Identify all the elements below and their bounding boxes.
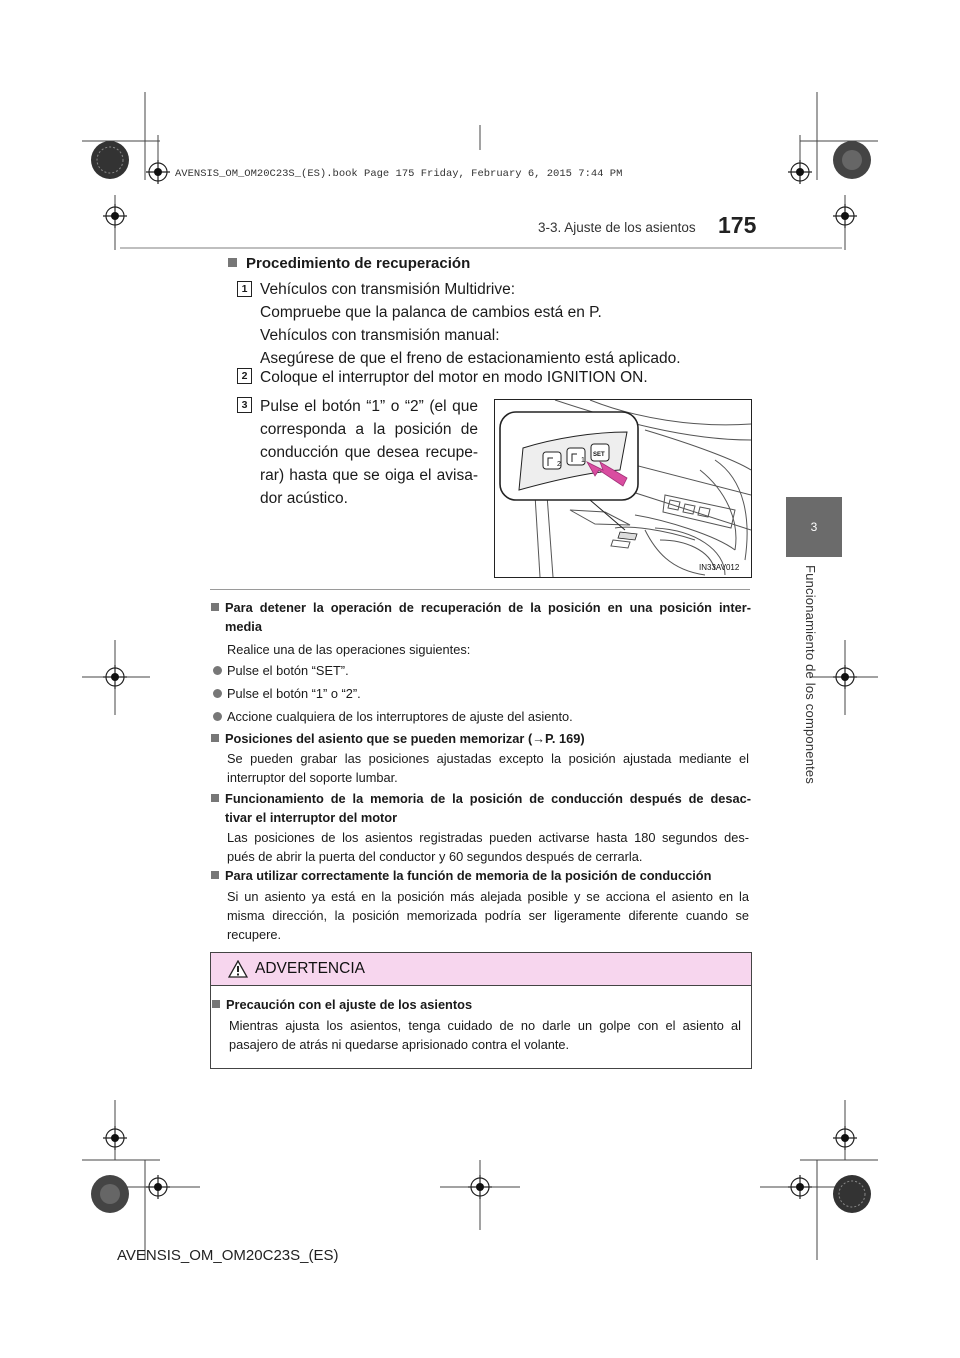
square-bullet-icon	[212, 1000, 220, 1008]
memory-switch-illustration	[494, 399, 752, 578]
warning-body: Mientras ajusta los asientos, tenga cuidado de no darle un golpe con el asiento al pasajero de atrás ni quedarse aprisionado contra el volante.	[229, 1018, 741, 1052]
warning-triangle-icon	[228, 960, 248, 978]
chapter-tab[interactable]: 3	[786, 497, 842, 557]
round-bullet-icon	[213, 712, 222, 721]
section-title: 3-3. Ajuste de los asientos	[538, 220, 696, 235]
step-number: 3	[237, 397, 252, 413]
step-number: 2	[237, 368, 252, 384]
memory-button-2-label: 2	[557, 461, 561, 468]
note-heading-memorizable-positions: Posiciones del asiento que se pueden memorizar (→P. 169)	[211, 729, 751, 748]
square-bullet-icon	[228, 258, 237, 267]
square-bullet-icon	[211, 871, 219, 879]
step-3-text: Pulse el botón “1” o “2” (el que corresponda a la posición de conducción que desea recupe- rar) hasta que se oiga el avisa- dor acústico.	[260, 398, 478, 507]
note-body: Realice una de las operaciones siguientes:	[227, 642, 471, 657]
memory-button-1-label: 1	[581, 457, 585, 464]
document-code: AVENSIS_OM_OM20C23S_(ES)	[117, 1247, 339, 1264]
book-stamp: AVENSIS_OM_OM20C23S_(ES).book Page 175 Friday, February 6, 2015 7:44 PM	[175, 168, 623, 180]
list-item: Pulse el botón “1” o “2”.	[213, 684, 361, 703]
section-divider	[210, 589, 750, 590]
set-button-label: SET	[593, 452, 605, 458]
round-bullet-icon	[213, 666, 222, 675]
procedure-heading: Procedimiento de recuperación	[228, 255, 470, 272]
note-heading-after-engine-off: Funcionamiento de la memoria de la posición de conducción después de desac- tivar el interruptor del motor	[211, 789, 751, 827]
step-1-text: Vehículos con transmisión Multidrive: Compruebe que la palanca de cambios está en P. Vehículos con transmisión manual: Asegúrese de que el freno de estacionamiento está aplicado.	[260, 281, 681, 367]
note-heading-stop-recall: Para detener la operación de recuperación de la posición en una posición inter- media	[211, 598, 751, 636]
step-number: 1	[237, 281, 252, 297]
figure-code: IN33AV012	[699, 563, 740, 572]
warning-box	[210, 952, 752, 1069]
note-body: Se pueden grabar las posiciones ajustadas excepto la posición ajustada mediante el interruptor del soporte lumbar.	[227, 751, 749, 785]
list-item: Accione cualquiera de los interruptores de ajuste del asiento.	[213, 707, 573, 726]
list-item: Pulse el botón “SET”.	[213, 661, 349, 680]
door-panel-drawing	[495, 400, 751, 577]
warning-header	[211, 953, 751, 986]
square-bullet-icon	[211, 794, 219, 802]
page-number: 175	[718, 212, 757, 238]
warning-heading: Precaución con el ajuste de los asientos	[212, 995, 742, 1014]
note-body: Si un asiento ya está en la posición más alejada posible y se acciona el asiento en la misma dirección, la posición memorizada podría ser ligeramente diferente cuando se recupere.	[227, 889, 749, 942]
square-bullet-icon	[211, 603, 219, 611]
note-body: Las posiciones de los asientos registradas pueden activarse hasta 180 segundos des- pués de abrir la puerta del conductor y 60 segundos después de cerrarla.	[227, 830, 749, 864]
warning-title: ADVERTENCIA	[255, 960, 365, 977]
chapter-label: Funcionamiento de los componentes	[803, 565, 818, 785]
note-heading-correct-use: Para utilizar correctamente la función de memoria de la posición de conducción	[211, 866, 751, 885]
square-bullet-icon	[211, 734, 219, 742]
step-2-text: Coloque el interruptor del motor en modo IGNITION ON.	[260, 369, 648, 386]
header-rule	[120, 247, 842, 249]
round-bullet-icon	[213, 689, 222, 698]
